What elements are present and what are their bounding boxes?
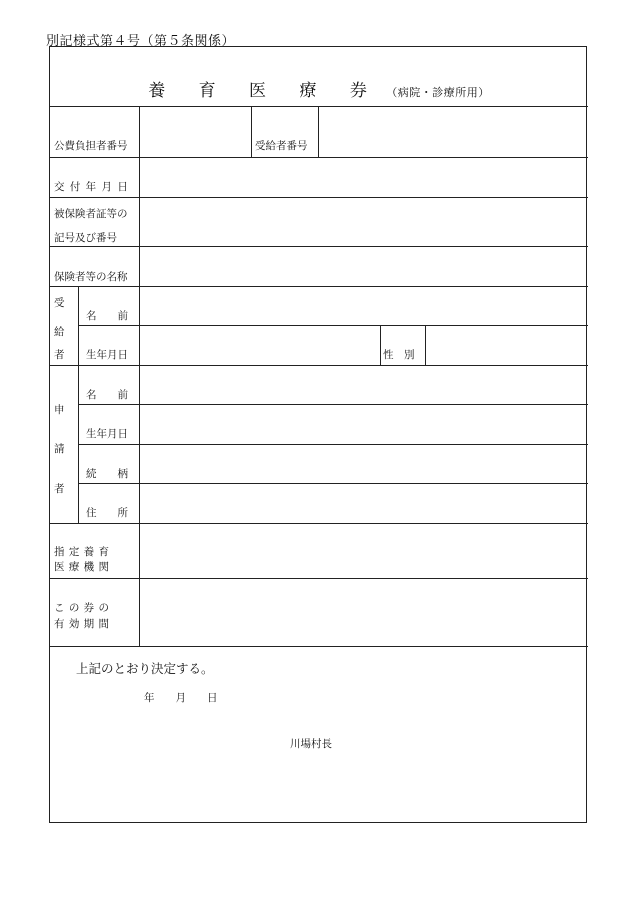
validity-label-line2: 有 効 期 間 — [54, 618, 110, 630]
recipient-side-char-3: 者 — [54, 349, 65, 361]
applicant-birth-label: 生年月日 — [86, 428, 128, 440]
divider — [50, 365, 588, 366]
divider — [425, 325, 426, 365]
divider — [78, 404, 588, 405]
recipient-number-label: 受給者番号 — [255, 140, 308, 152]
applicant-address-label: 住 所 — [86, 507, 128, 519]
institution-label-line2: 医 療 機 関 — [54, 561, 110, 573]
divider — [50, 157, 588, 158]
issue-date-label: 交 付 年 月 日 — [54, 181, 129, 193]
applicant-side-char-3: 者 — [54, 483, 65, 495]
validity-label-line1: こ の 券 の — [54, 602, 110, 614]
recipient-birth-label: 生年月日 — [86, 349, 128, 361]
divider — [78, 444, 588, 445]
divider — [78, 325, 588, 326]
insurance-card-label-line1: 被保険者証等の — [54, 208, 128, 220]
divider — [50, 286, 588, 287]
applicant-side-char-2: 請 — [54, 443, 65, 455]
divider — [78, 365, 79, 523]
recipient-name-label: 名 前 — [86, 310, 128, 322]
divider — [78, 483, 588, 484]
insurer-name-label: 保険者等の名称 — [54, 271, 128, 283]
divider — [50, 197, 588, 198]
medical-ticket-form — [49, 46, 587, 823]
divider — [78, 286, 79, 365]
divider — [380, 325, 381, 365]
insurance-card-label-line2: 記号及び番号 — [54, 232, 117, 244]
divider — [50, 246, 588, 247]
divider — [50, 578, 588, 579]
decision-date: 年 月 日 — [144, 692, 218, 704]
applicant-relation-label: 続 柄 — [86, 468, 128, 480]
applicant-name-label: 名 前 — [86, 389, 128, 401]
institution-label-line1: 指 定 養 育 — [54, 546, 110, 558]
form-style-note: 別記様式第４号（第５条関係） — [46, 34, 236, 49]
divider — [50, 523, 588, 524]
form-title-sub: （病院・診療所用） — [386, 86, 490, 99]
form-title — [50, 76, 588, 101]
divider — [251, 106, 252, 157]
divider — [318, 106, 319, 157]
public-expense-number-label: 公費負担者番号 — [54, 140, 128, 152]
label-column-divider — [139, 106, 140, 646]
divider — [50, 646, 588, 647]
form-title-main: 養 育 医 療 券 — [148, 81, 381, 101]
recipient-side-char-2: 給 — [54, 326, 65, 338]
applicant-side-char-1: 申 — [54, 404, 65, 416]
recipient-sex-label: 性 別 — [383, 349, 415, 361]
decision-statement: 上記のとおり決定する。 — [76, 661, 214, 676]
issuer-name: 川場村長 — [290, 738, 332, 750]
recipient-side-char-1: 受 — [54, 297, 65, 309]
divider — [50, 106, 588, 107]
